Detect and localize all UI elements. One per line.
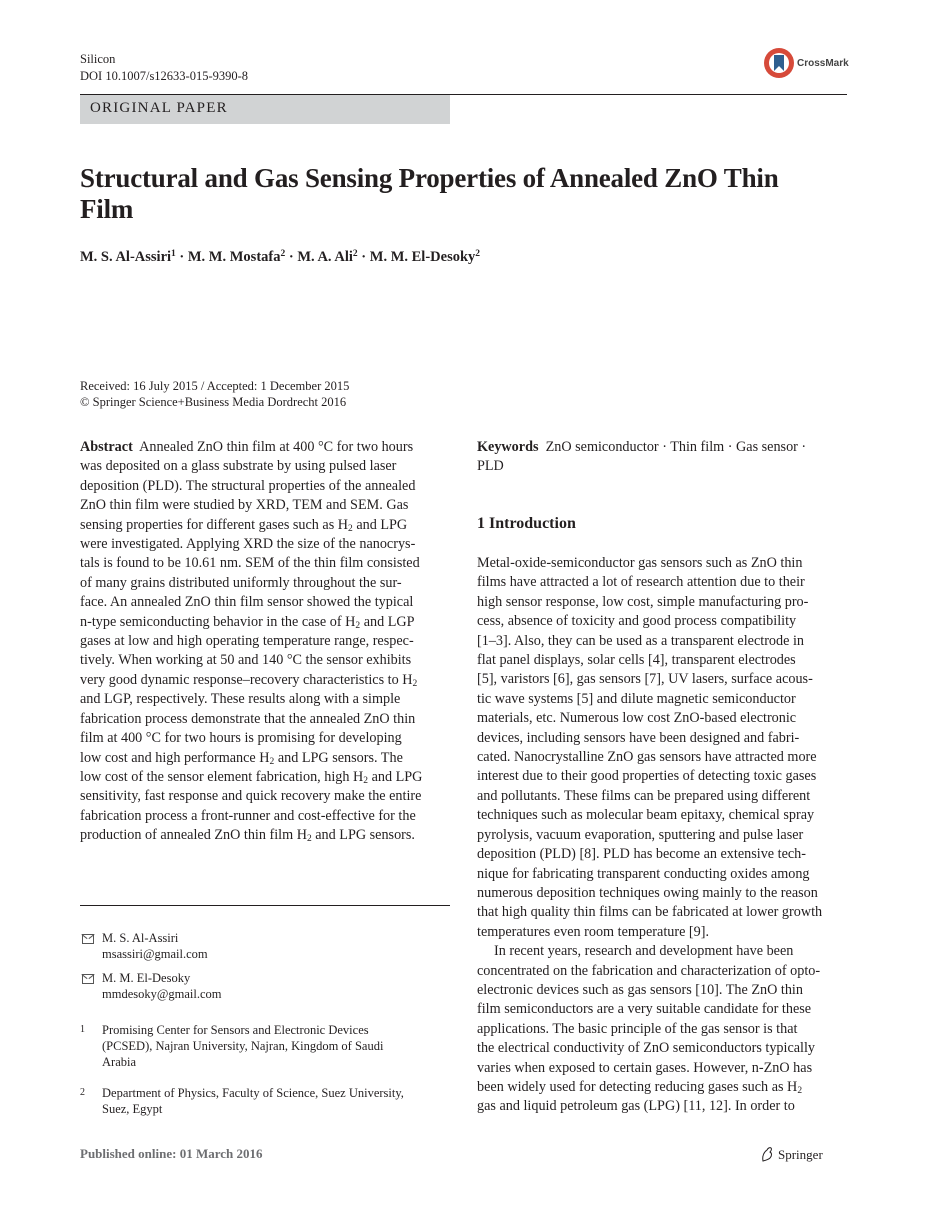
copyright: © Springer Science+Business Media Dordrecht 2016	[80, 395, 347, 409]
abstract: Abstract Annealed ZnO thin film at 400 °C for two hours was deposited on a glass substrate by using pulsed laser deposition (PLD). The structural properties of the annealed ZnO thin film were studied by XRD, TEM and SEM. Gas sensing properties for different gases such as $H_2$ and LPG were investigated. Applying XRD the size of the nanocrys- tals is found to be 10.61 nm. SEM of the thin film consisted of many grains distributed uniformly throughout the sur- face. An annealed ZnO thin film sensor showed the typical n-type semiconducting behavior in the case of $H_2$ and LGP gases at low and high operating temperature range, respec- tively. When working at 50 and 140 °C the sensor exhibits very good dynamic response–recovery characteristics to $H_2$ and LGP, respectively. These results along with a simple fabrication process demonstrate that the annealed ZnO thin film at 400 °C for two hours is promising for developing low cost and high performance $H_2$ and LPG sensors. The low cost of the sensor element fabrication, high $H_2$ and LPG sensitivity, fast response and quick recovery make the entire fabrication process a front-runner and cost-effective for the production of annealed ZnO thin film $H_2$ and LPG sensors.	[80, 439, 423, 845]
publisher-name: Springer	[778, 1147, 823, 1162]
article-type: ORIGINAL PAPER	[90, 100, 228, 116]
email-icon	[82, 974, 94, 984]
abstract-label: Abstract	[80, 439, 133, 455]
keywords: Keywords ZnO semiconductor · Thin film · Gas sensor · PLD	[477, 439, 807, 475]
springer-horse-icon	[760, 1146, 774, 1162]
correspondent-name: M. M. El-Desoky	[102, 971, 191, 985]
correspondent-email[interactable]: mmdesoky@gmail.com	[102, 987, 222, 1001]
correspondent-email[interactable]: msassiri@gmail.com	[102, 947, 208, 961]
author[interactable]: M. S. Al-Assiri	[80, 249, 172, 265]
footnote-rule	[80, 905, 450, 906]
affiliation-1: 1 Promising Center for Sensors and Electronic Devices (PCSED), Najran University, Najran, Kingdom of Saudi Arabia	[80, 1023, 384, 1069]
affiliation-2: 2 Department of Physics, Faculty of Science, Suez University, Suez, Egypt	[80, 1086, 404, 1116]
correspondence-entry	[102, 930, 208, 962]
author[interactable]: M. M. El-Desoky	[369, 249, 476, 265]
email-icon	[82, 934, 94, 944]
correspondent-name: M. S. Al-Assiri	[102, 931, 179, 945]
crossmark-icon[interactable]	[763, 47, 795, 79]
author-list: M. S. Al-Assiri$^1$ · M. M. Mostafa$^2$ · M. A. Ali$^2$ · M. M. El-Desoky$^2$	[80, 249, 481, 265]
published-online: Published online: 01 March 2016	[80, 1146, 263, 1161]
author[interactable]: M. A. Ali	[297, 249, 353, 265]
doi[interactable]: DOI 10.1007/s12633-015-9390-8	[80, 69, 249, 83]
crossmark-label[interactable]: CrossMark	[797, 58, 849, 69]
journal-name: Silicon	[80, 52, 116, 66]
correspondence-entry	[102, 970, 221, 1002]
section-heading: 1 Introduction	[477, 515, 576, 532]
author[interactable]: M. M. Mostafa	[187, 249, 281, 265]
keywords-label: Keywords	[477, 439, 539, 455]
article-dates	[80, 378, 349, 410]
introduction-text: Metal-oxide-semiconductor gas sensors such as ZnO thin films have attracted a lot of research attention due to their high sensor response, low cost, simple manufacturing pro- cess, absence of toxicity and good process compatibility [1–3]. Also, they can be used as a transparent electrode in flat panel displays, solar cells [4], transparent electrodes [5], varistors [6], gas sensors [7], UV lasers, surface acous- tic wave systems [5] and dilute magnetic semiconductor materials, etc. Numerous low cost ZnO-based electronic devices, including sensors have been designed and fabri- cated. Nanocrystalline ZnO gas sensors have attracted more interest due to their good properties of detecting toxic gases and pollutants. These films can be prepared using different techniques such as molecular beam epitaxy, chemical spray pyrolysis, vacuum evaporation, sputtering and pulse laser deposition (PLD) [8]. PLD has become an extensive tech- nique for fabricating transparent conducting oxides among numerous deposition techniques owing mainly to the reason that high quality thin films can be fabricated at lower growth temperatures even room temperature [9]. In recent years, research and development have been concentrated on the fabrication and characterization of opto- electronic devices such as gas sensors [10]. The ZnO thin film semiconductors are a very suitable candidate for these applications. The basic principle of the gas sensor is that the electrical conductivity of ZnO semiconductors typically varies when exposed to certain gases. However, n-ZnO has been widely used for detecting reducing gases such as $H_2$ gas and liquid petroleum gas (LPG) [11, 12]. In order to	[477, 555, 823, 1115]
received-accepted: Received: 16 July 2015 / Accepted: 1 December 2015	[80, 379, 350, 393]
paper-title: Structural and Gas Sensing Properties of Annealed ZnO Thin Film	[80, 163, 779, 224]
article-type-bar	[80, 95, 450, 124]
